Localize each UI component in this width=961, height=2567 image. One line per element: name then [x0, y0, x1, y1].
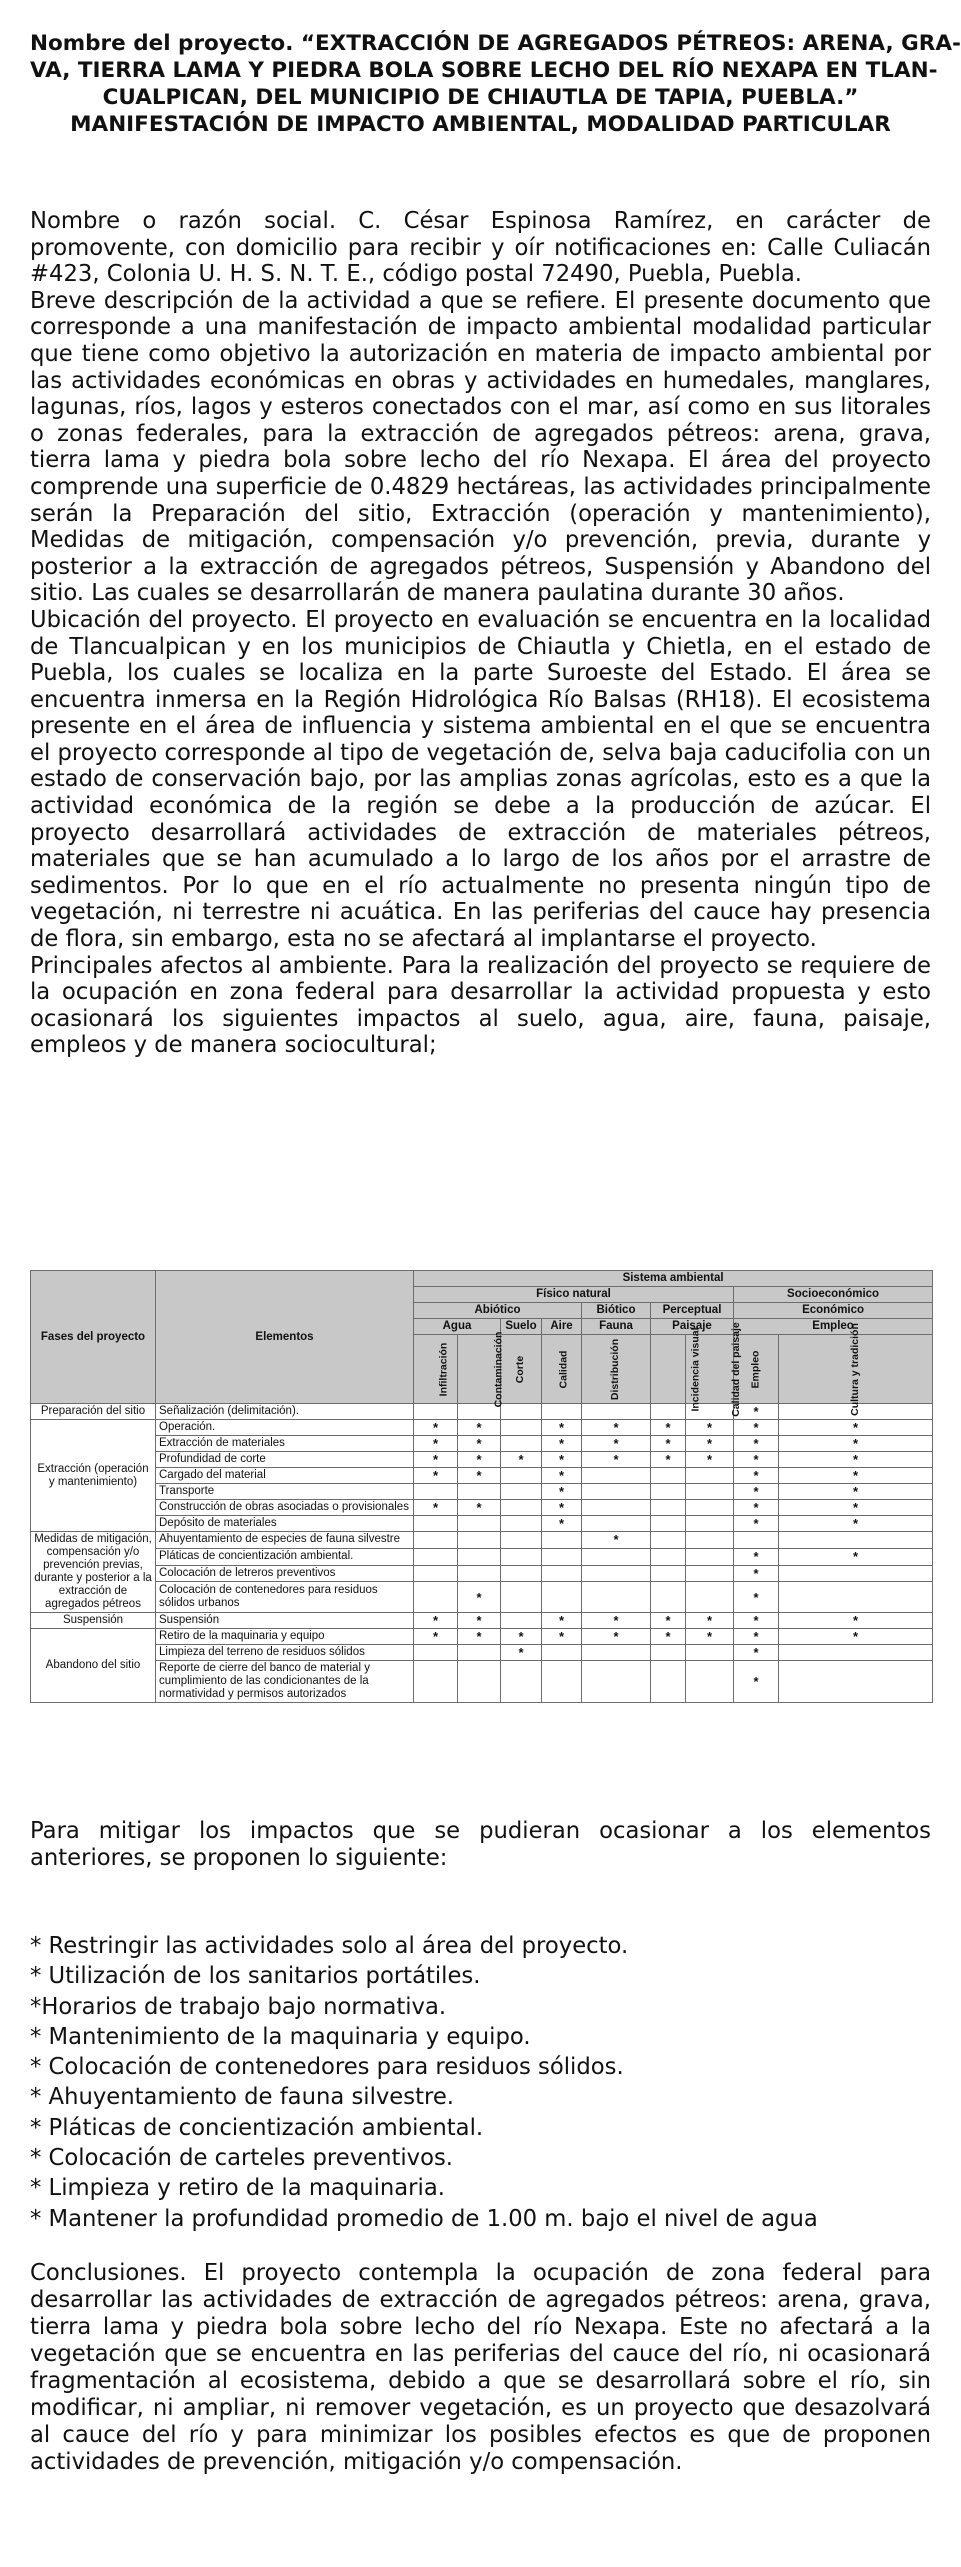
matrix-row — [31, 1516, 933, 1532]
matrix-row — [31, 1532, 933, 1549]
header-socio: Socioeconómico — [734, 1287, 933, 1303]
matrix-row — [31, 1661, 933, 1703]
impact-mark-cell — [414, 1516, 458, 1532]
mitigation-item: * Mantener la profundidad promedio de 1.00 m. bajo el nivel de agua — [30, 2205, 818, 2232]
impact-mark-cell: * — [458, 1452, 501, 1468]
element-cell: Retiro de la maquinaria y equipo — [156, 1629, 414, 1645]
conclusion-paragraph: Conclusiones. El proyecto contempla la ocupación de zona federal para desarrollar las actividades de extracción de agregados pétreos: arena, grava, tierra lama y piedra bola sobre lecho del río Nexapa. Este no afectará a la vegetación que se encuentra en las periferias del cauce del río, ni ocasionará fragmentación al ecosistema, debido a que se desarrollará sobre el río, sin modificar, ni ampliar, ni remover vegetación, es un proyecto que desazolvará al cauce del río y para minimizar los posibles efectos es que de proponen actividades de prevención, mitigación y/o compensación. — [30, 2260, 931, 2475]
impact-mark-cell: * — [651, 1436, 686, 1452]
impact-mark-cell — [582, 1404, 651, 1420]
impact-mark-cell: * — [542, 1613, 582, 1629]
impact-mark-cell — [686, 1565, 734, 1582]
phase-cell: Suspensión — [31, 1613, 156, 1629]
impact-mark-cell: * — [458, 1420, 501, 1436]
header-paisaje: Paisaje — [651, 1319, 734, 1335]
impact-mark-cell — [582, 1516, 651, 1532]
impact-mark-cell — [779, 1645, 933, 1661]
impact-mark-cell — [542, 1404, 582, 1420]
impact-mark-cell: * — [734, 1484, 779, 1500]
mitigation-item: *Horarios de trabajo bajo normativa. — [30, 1993, 447, 2020]
impact-mark-cell — [686, 1516, 734, 1532]
impact-mark-cell: * — [779, 1613, 933, 1629]
factor-header: Empleo — [734, 1335, 779, 1404]
impact-mark-cell: * — [734, 1565, 779, 1582]
impact-mark-cell — [458, 1532, 501, 1549]
matrix-row — [31, 1500, 933, 1516]
impact-mark-cell: * — [734, 1404, 779, 1420]
impact-mark-cell — [686, 1582, 734, 1613]
header-perceptual: Perceptual — [651, 1303, 734, 1319]
impact-mark-cell — [779, 1661, 933, 1703]
impact-mark-cell — [651, 1516, 686, 1532]
matrix-row — [31, 1613, 933, 1629]
impact-mark-cell — [779, 1565, 933, 1582]
impact-mark-cell — [582, 1661, 651, 1703]
impact-mark-cell — [686, 1468, 734, 1484]
impact-mark-cell: * — [651, 1420, 686, 1436]
mitigation-item: * Colocación de contenedores para residuos sólidos. — [30, 2054, 624, 2081]
matrix-row — [31, 1468, 933, 1484]
impact-mark-cell: * — [542, 1629, 582, 1645]
impact-mark-cell: * — [542, 1516, 582, 1532]
impact-mark-cell: * — [734, 1516, 779, 1532]
impact-mark-cell: * — [582, 1532, 651, 1549]
impact-mark-cell — [414, 1565, 458, 1582]
matrix-row — [31, 1404, 933, 1420]
impact-mark-cell — [651, 1532, 686, 1549]
element-cell: Suspensión — [156, 1613, 414, 1629]
element-cell: Colocación de letreros preventivos — [156, 1565, 414, 1582]
phase-cell: Extracción (operación y mantenimiento) — [31, 1420, 156, 1532]
impact-mark-cell — [458, 1516, 501, 1532]
impact-mark-cell — [651, 1565, 686, 1582]
matrix-row — [31, 1565, 933, 1582]
impact-mark-cell — [582, 1565, 651, 1582]
mitigation-item: * Limpieza y retiro de la maquinaria. — [30, 2175, 445, 2202]
impact-mark-cell — [651, 1645, 686, 1661]
element-cell: Colocación de contenedores para residuos sólidos urbanos — [156, 1582, 414, 1613]
impact-mark-cell — [686, 1645, 734, 1661]
impact-mark-cell: * — [414, 1436, 458, 1452]
element-cell: Extracción de materiales — [156, 1436, 414, 1452]
impact-mark-cell: * — [734, 1452, 779, 1468]
impact-mark-cell — [414, 1582, 458, 1613]
header-abiotico: Abiótico — [414, 1303, 582, 1319]
impact-mark-cell: * — [686, 1436, 734, 1452]
header-sistema: Sistema ambiental — [414, 1271, 933, 1287]
impact-mark-cell: * — [501, 1629, 542, 1645]
phase-cell: Medidas de mitigación, compensación y/o prevención previas, durante y posterior a la extracción de agregados pétreos — [31, 1532, 156, 1613]
impact-mark-cell — [542, 1532, 582, 1549]
phase-cell: Preparación del sitio — [31, 1404, 156, 1420]
element-cell: Ahuyentamiento de especies de fauna silvestre — [156, 1532, 414, 1549]
impact-mark-cell: * — [582, 1436, 651, 1452]
impact-mark-cell: * — [734, 1661, 779, 1703]
impact-mark-cell: * — [414, 1629, 458, 1645]
impact-mark-cell — [582, 1645, 651, 1661]
impact-mark-cell: * — [686, 1613, 734, 1629]
impact-mark-cell: * — [501, 1452, 542, 1468]
matrix-row — [31, 1436, 933, 1452]
impact-mark-cell: * — [651, 1452, 686, 1468]
impact-mark-cell — [651, 1661, 686, 1703]
mitigation-intro: Para mitigar los impactos que se pudieran ocasionar a los elementos anteriores, se proponen lo siguiente: — [30, 1818, 931, 1871]
impact-mark-cell: * — [779, 1452, 933, 1468]
impact-mark-cell — [501, 1661, 542, 1703]
impact-mark-cell — [458, 1548, 501, 1565]
impact-mark-cell: * — [414, 1452, 458, 1468]
title-line: MANIFESTACIÓN DE IMPACTO AMBIENTAL, MODALIDAD PARTICULAR — [70, 112, 891, 137]
header-fauna: Fauna — [582, 1319, 651, 1335]
impact-mark-cell — [501, 1516, 542, 1532]
matrix-row — [31, 1629, 933, 1645]
header-biotico: Biótico — [582, 1303, 651, 1319]
impact-mark-cell — [501, 1500, 542, 1516]
impact-matrix-body — [31, 1404, 933, 1703]
impact-mark-cell: * — [414, 1420, 458, 1436]
title-line: VA, TIERRA LAMA Y PIEDRA BOLA SOBRE LECHO DEL RÍO NEXAPA EN TLAN- — [30, 58, 938, 83]
element-cell: Reporte de cierre del banco de material y cumplimiento de las condicionantes de la normatividad y permisos autorizados — [156, 1661, 414, 1703]
phase-cell: Abandono del sitio — [31, 1629, 156, 1703]
impact-mark-cell — [651, 1404, 686, 1420]
paragraph-descripcion: Breve descripción de la actividad a que se refiere. El presente documento que corresponde a una manifestación de impacto ambiental modalidad particular que tiene como objetivo la autorización en materia de impacto ambiental por las actividades económicas en obras y actividades en humedales, manglares, lagunas, ríos, lagos y esteros conectados con el mar, así como en sus litorales o zonas federales, para la extracción de agregados pétreos: arena, grava, tierra lama y piedra bola sobre lecho del río Nexapa. El área del proyecto comprende una superficie de 0.4829 hectáreas, las actividades principalmente serán la Preparación del sitio, Extracción (operación y mantenimiento), Medidas de mitigación, compensación y/o prevención, previa, durante y posterior a la extracción de agregados pétreos, Suspensión y Abandono del sitio. Las cuales se desarrollarán de manera paulatina durante 30 años. — [30, 287, 931, 607]
element-cell: Cargado del material — [156, 1468, 414, 1484]
impact-mark-cell: * — [458, 1436, 501, 1452]
header-elementos: Elementos — [156, 1271, 414, 1404]
impact-mark-cell: * — [734, 1548, 779, 1565]
paragraph-promovente: Nombre o razón social. C. César Espinosa Ramírez, en carácter de promovente, con domicilio para recibir y oír notificaciones en: Calle Culiacán #423, Colonia U. H. S. N. T. E., código postal 72490, Puebla, Puebla. — [30, 208, 931, 288]
impact-mark-cell: * — [779, 1548, 933, 1565]
impact-mark-cell — [582, 1500, 651, 1516]
impact-mark-cell — [414, 1645, 458, 1661]
impact-mark-cell: * — [542, 1484, 582, 1500]
mitigation-list — [30, 1931, 940, 2234]
impact-mark-cell — [414, 1661, 458, 1703]
impact-mark-cell — [542, 1661, 582, 1703]
impact-mark-cell — [501, 1404, 542, 1420]
impact-mark-cell: * — [734, 1468, 779, 1484]
impact-mark-cell — [501, 1548, 542, 1565]
header-fisico: Físico natural — [414, 1287, 734, 1303]
matrix-row — [31, 1484, 933, 1500]
impact-mark-cell: * — [542, 1436, 582, 1452]
impact-mark-cell: * — [458, 1582, 501, 1613]
title-line: CUALPICAN, DEL MUNICIPIO DE CHIAUTLA DE TAPIA, PUEBLA.” — [102, 85, 859, 110]
impact-mark-cell: * — [414, 1613, 458, 1629]
impact-mark-cell: * — [542, 1500, 582, 1516]
impact-mark-cell — [542, 1565, 582, 1582]
impact-mark-cell: * — [734, 1629, 779, 1645]
paragraph-ubicacion: Ubicación del proyecto. El proyecto en evaluación se encuentra en la localidad de Tlancualpican y en los municipios de Chiautla y Chietla, en el estado de Puebla, los cuales se localiza en la parte Suroeste del Estado. El área se encuentra inmersa en la Región Hidrológica Río Balsas (RH18). El ecosistema presente en el área de influencia y sistema ambiental en el que se encuentra el proyecto corresponde al tipo de vegetación de, selva baja caducifolia con un estado de conservación bajo, por las amplias zonas agrícolas, esto es a que la actividad económica de la región se debe a la producción de azúcar. El proyecto desarrollará actividades de extracción de materiales pétreos, materiales que se han acumulado a lo largo de los años por el arrastre de sedimentos. Por lo que en el río actualmente no presenta ningún tipo de vegetación, ni terrestre ni acuática. En las periferias del cauce hay presencia de flora, sin embargo, esta no se afectará al implantarse el proyecto. — [30, 606, 931, 953]
matrix-row — [31, 1420, 933, 1436]
impact-mark-cell: * — [542, 1420, 582, 1436]
factor-header: Infiltración — [414, 1335, 458, 1404]
impact-mark-cell: * — [734, 1420, 779, 1436]
element-cell: Construcción de obras asociadas o provisionales — [156, 1500, 414, 1516]
impact-mark-cell — [501, 1613, 542, 1629]
factor-header: Distribución — [582, 1335, 651, 1404]
mitigation-item: * Colocación de carteles preventivos. — [30, 2145, 453, 2172]
impact-mark-cell — [501, 1582, 542, 1613]
impact-mark-cell: * — [779, 1516, 933, 1532]
mitigation-item: * Pláticas de concientización ambiental. — [30, 2114, 484, 2141]
factor-header: Calidad — [542, 1335, 582, 1404]
header-suelo: Suelo — [501, 1319, 542, 1335]
impact-mark-cell — [501, 1436, 542, 1452]
impact-mark-cell: * — [779, 1629, 933, 1645]
impact-mark-cell — [651, 1500, 686, 1516]
impact-mark-cell — [686, 1532, 734, 1549]
header-fases: Fases del proyecto — [31, 1271, 156, 1404]
impact-mark-cell — [458, 1661, 501, 1703]
header-agua: Agua — [414, 1319, 501, 1335]
element-cell: Operación. — [156, 1420, 414, 1436]
impact-mark-cell: * — [779, 1500, 933, 1516]
impact-mark-cell — [501, 1532, 542, 1549]
impact-mark-cell: * — [458, 1468, 501, 1484]
impact-mark-cell: * — [651, 1629, 686, 1645]
impact-mark-cell: * — [779, 1436, 933, 1452]
impact-mark-cell — [501, 1565, 542, 1582]
mitigation-item: * Mantenimiento de la maquinaria y equipo. — [30, 2023, 531, 2050]
impact-mark-cell: * — [582, 1420, 651, 1436]
impact-mark-cell: * — [686, 1452, 734, 1468]
element-cell: Pláticas de concientización ambiental. — [156, 1548, 414, 1565]
element-cell: Depósito de materiales — [156, 1516, 414, 1532]
mitigation-item: * Utilización de los sanitarios portátiles. — [30, 1963, 481, 1990]
matrix-row — [31, 1452, 933, 1468]
impact-mark-cell — [542, 1548, 582, 1565]
document-title — [30, 30, 961, 138]
impact-mark-cell: * — [542, 1468, 582, 1484]
element-cell: Profundidad de corte — [156, 1452, 414, 1468]
impact-mark-cell: * — [779, 1484, 933, 1500]
impact-mark-cell: * — [542, 1452, 582, 1468]
factor-header: Corte — [501, 1335, 542, 1404]
impact-mark-cell — [686, 1548, 734, 1565]
impact-mark-cell — [651, 1484, 686, 1500]
impact-mark-cell — [458, 1645, 501, 1661]
impact-mark-cell: * — [414, 1468, 458, 1484]
element-cell: Limpieza del terreno de residuos sólidos — [156, 1645, 414, 1661]
impact-mark-cell — [414, 1404, 458, 1420]
impact-mark-cell: * — [686, 1420, 734, 1436]
impact-mark-cell: * — [734, 1645, 779, 1661]
impact-mark-cell — [686, 1661, 734, 1703]
factor-header: Incidencia visual — [651, 1335, 686, 1404]
impact-mark-cell: * — [582, 1613, 651, 1629]
header-economico: Económico — [734, 1303, 933, 1319]
matrix-row — [31, 1548, 933, 1565]
impact-mark-cell — [779, 1582, 933, 1613]
impact-mark-cell — [686, 1484, 734, 1500]
impact-mark-cell — [582, 1484, 651, 1500]
impact-mark-cell — [414, 1532, 458, 1549]
impact-mark-cell — [582, 1548, 651, 1565]
impact-mark-cell — [542, 1645, 582, 1661]
impact-mark-cell — [582, 1468, 651, 1484]
impact-mark-cell: * — [414, 1500, 458, 1516]
impact-matrix — [30, 1270, 932, 1703]
factor-header: Contaminación — [458, 1335, 501, 1404]
impact-mark-cell — [779, 1532, 933, 1549]
impact-mark-cell — [458, 1484, 501, 1500]
impact-mark-cell: * — [651, 1613, 686, 1629]
paragraph-afectos: Principales afectos al ambiente. Para la realización del proyecto se requiere de la ocupación en zona federal para desarrollar la actividad propuesta y esto ocasionará los siguientes impactos al suelo, agua, aire, fauna, paisaje, empleos y de manera sociocultural; — [30, 952, 931, 1059]
impact-mark-cell — [501, 1420, 542, 1436]
impact-mark-cell: * — [458, 1613, 501, 1629]
factor-header: Cultura y tradición — [779, 1335, 933, 1404]
element-cell: Transporte — [156, 1484, 414, 1500]
impact-mark-cell: * — [734, 1613, 779, 1629]
impact-mark-cell: * — [458, 1629, 501, 1645]
matrix-row — [31, 1645, 933, 1661]
impact-mark-cell: * — [501, 1645, 542, 1661]
impact-mark-cell: * — [779, 1420, 933, 1436]
document-body — [30, 208, 931, 1059]
impact-mark-cell: * — [734, 1582, 779, 1613]
impact-mark-cell — [651, 1468, 686, 1484]
impact-mark-cell: * — [779, 1468, 933, 1484]
title-line: Nombre del proyecto. “EXTRACCIÓN DE AGREGADOS PÉTREOS: ARENA, GRA- — [30, 31, 961, 56]
element-cell: Señalización (delimitación). — [156, 1404, 414, 1420]
header-empleo: Empleo — [734, 1319, 933, 1335]
impact-mark-cell — [458, 1565, 501, 1582]
impact-mark-cell — [414, 1484, 458, 1500]
impact-mark-cell — [582, 1582, 651, 1613]
impact-matrix-table — [30, 1270, 933, 1703]
impact-mark-cell: * — [458, 1500, 501, 1516]
impact-mark-cell — [651, 1582, 686, 1613]
impact-mark-cell: * — [582, 1629, 651, 1645]
impact-mark-cell — [686, 1500, 734, 1516]
factor-header: Calidad del paisaje — [686, 1335, 734, 1404]
impact-mark-cell: * — [582, 1452, 651, 1468]
mitigation-item: * Restringir las actividades solo al área del proyecto. — [30, 1933, 629, 1959]
impact-mark-cell: * — [734, 1436, 779, 1452]
impact-mark-cell — [734, 1532, 779, 1549]
impact-mark-cell — [542, 1582, 582, 1613]
impact-mark-cell — [501, 1468, 542, 1484]
impact-mark-cell: * — [686, 1629, 734, 1645]
header-aire: Aire — [542, 1319, 582, 1335]
mitigation-item: * Ahuyentamiento de fauna silvestre. — [30, 2084, 454, 2111]
impact-mark-cell — [414, 1548, 458, 1565]
matrix-row — [31, 1582, 933, 1613]
impact-mark-cell — [651, 1548, 686, 1565]
impact-mark-cell — [501, 1484, 542, 1500]
impact-mark-cell: * — [734, 1500, 779, 1516]
